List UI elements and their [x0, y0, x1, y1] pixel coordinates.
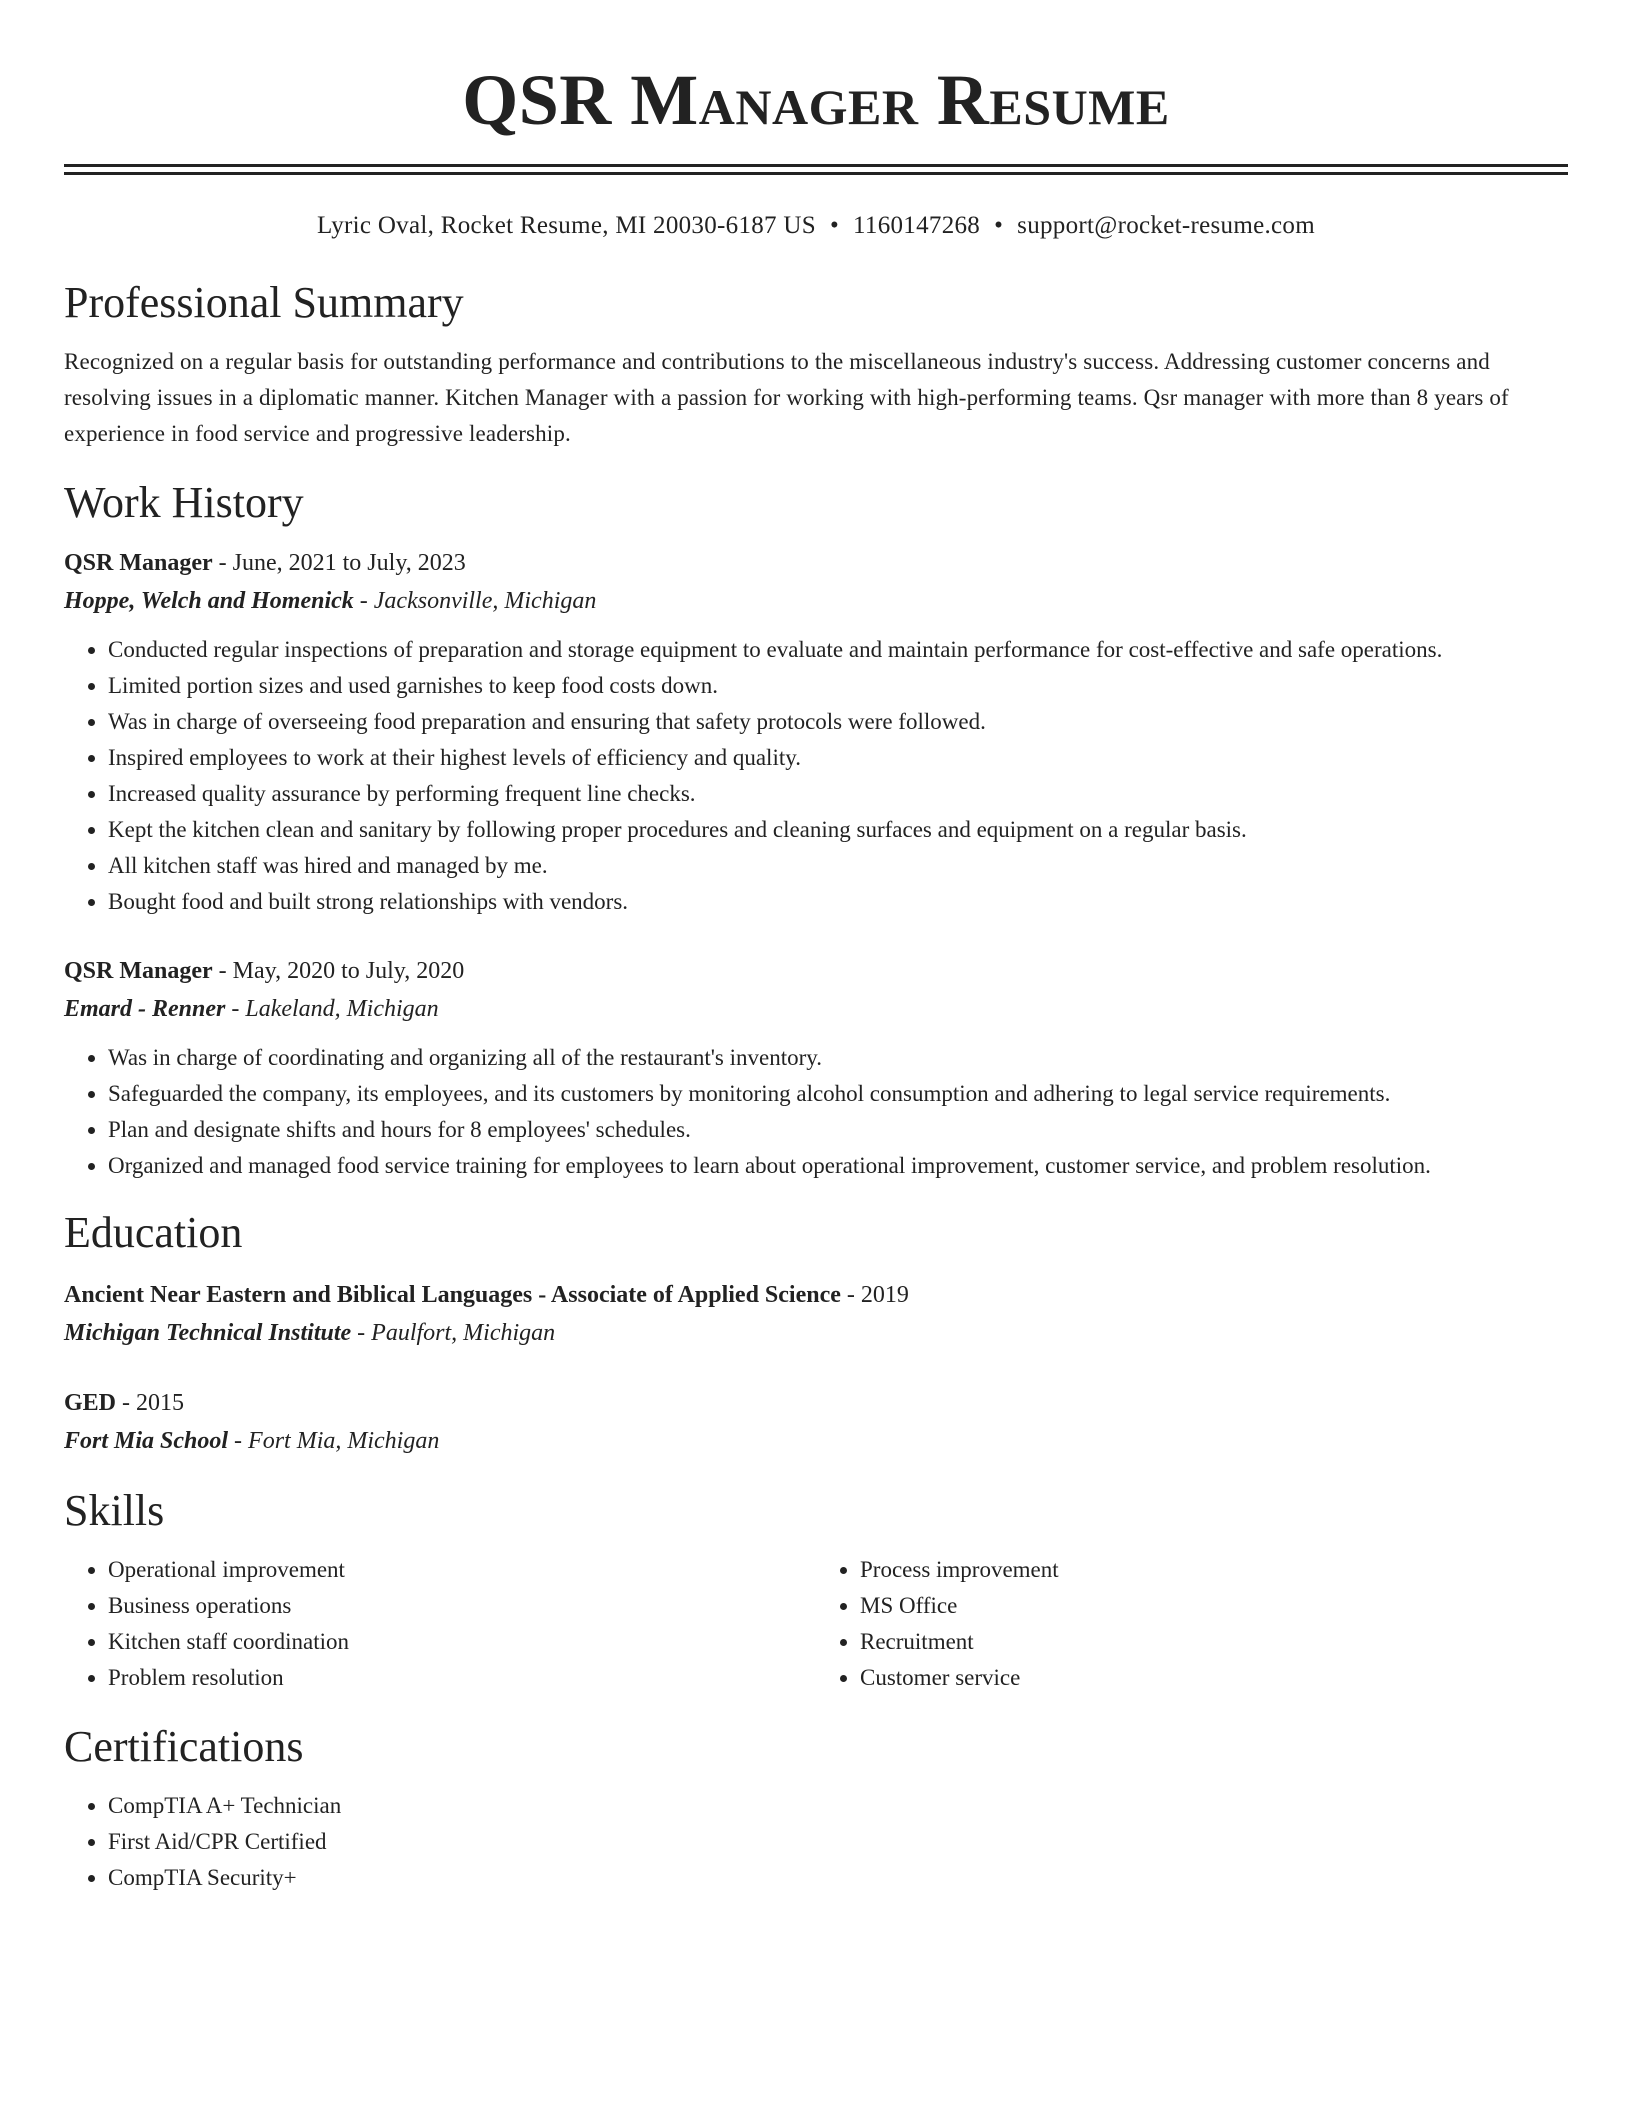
job-title-line	[64, 952, 1568, 990]
job-dates: - May, 2020 to July, 2020	[212, 958, 465, 984]
education-school: Michigan Technical Institute	[64, 1320, 352, 1346]
job-company: Emard - Renner	[64, 996, 226, 1022]
skill-item: • Operational improvement	[108, 1552, 816, 1588]
education-school-line	[64, 1422, 1568, 1460]
job-title: QSR Manager	[64, 550, 213, 576]
job-company: Hoppe, Welch and Homenick	[64, 588, 354, 614]
job-company-line	[64, 582, 1568, 620]
job-bullet: • Kept the kitchen clean and sanitary by following proper procedures and cleaning surfaces and equipment on a regular basis.	[108, 812, 1568, 848]
job-bullet: • Plan and designate shifts and hours for 8 employees' schedules.	[108, 1112, 1568, 1148]
job-location: - Lakeland, Michigan	[225, 996, 439, 1022]
skill-item: • Kitchen staff coordination	[108, 1624, 816, 1660]
job-bullet: • Organized and managed food service training for employees to learn about operational improvement, customer service, and problem resolution.	[108, 1148, 1568, 1184]
job-bullets	[64, 632, 1568, 920]
education-degree: Ancient Near Eastern and Biblical Languages - Associate of Applied Science	[64, 1282, 841, 1308]
contact-address: Lyric Oval, Rocket Resume, MI 20030-6187 US	[317, 212, 816, 239]
job-entry	[64, 952, 1568, 1184]
skill-item: • Problem resolution	[108, 1660, 816, 1696]
skill-item: • MS Office	[860, 1588, 1568, 1624]
job-bullet: • Conducted regular inspections of preparation and storage equipment to evaluate and maintain performance for cost-effective and safe operations.	[108, 632, 1568, 668]
job-title-line	[64, 544, 1568, 582]
skill-item: • Process improvement	[860, 1552, 1568, 1588]
job-bullet: • Was in charge of overseeing food preparation and ensuring that safety protocols were followed.	[108, 704, 1568, 740]
resume-title: QSR Manager Resume	[462, 60, 1170, 140]
job-bullet: • All kitchen staff was hired and managed by me.	[108, 848, 1568, 884]
education-degree-line	[64, 1384, 1568, 1422]
skill-item: • Business operations	[108, 1588, 816, 1624]
education-entry	[64, 1384, 1568, 1460]
certification-item: • First Aid/CPR Certified	[108, 1824, 1568, 1860]
resume-page	[64, 0, 1568, 1896]
education-degree: GED	[64, 1390, 117, 1416]
title-rule-bottom	[64, 172, 1568, 175]
education-heading: Education	[64, 1208, 243, 1257]
skill-item: • Customer service	[860, 1660, 1568, 1696]
skills-list	[64, 1552, 1568, 1696]
contact-phone: 1160147268	[853, 212, 981, 239]
job-location: - Jacksonville, Michigan	[353, 588, 597, 614]
education-location: - Fort Mia, Michigan	[228, 1428, 440, 1454]
job-bullet: • Limited portion sizes and used garnishes to keep food costs down.	[108, 668, 1568, 704]
job-bullet: • Bought food and built strong relationships with vendors.	[108, 884, 1568, 920]
summary-heading: Professional Summary	[64, 278, 464, 327]
contact-separator: •	[994, 212, 1004, 239]
job-bullets	[64, 1040, 1568, 1184]
contact-separator: •	[829, 212, 840, 239]
title-rule-top	[64, 164, 1568, 167]
education-school-line	[64, 1314, 1568, 1352]
summary-text: Recognized on a regular basis for outstanding performance and contributions to the miscellaneous industry's success. Addressing customer concerns and resolving issues in a diplomatic manner. Kitchen Manager with a passion for working with high-performing teams. Qsr manager with more than 8 years of experience in food service and progressive leadership.	[64, 349, 1509, 446]
job-entry	[64, 544, 1568, 920]
education-entry	[64, 1276, 1568, 1352]
job-title: QSR Manager	[64, 958, 213, 984]
certification-item: • CompTIA A+ Technician	[108, 1788, 1568, 1824]
skill-item: • Recruitment	[860, 1624, 1568, 1660]
skills-column-left	[64, 1552, 816, 1696]
contact-line	[64, 209, 1568, 243]
education-year: - 2015	[116, 1390, 185, 1416]
skills-heading: Skills	[64, 1486, 165, 1535]
job-bullet: • Increased quality assurance by performing frequent line checks.	[108, 776, 1568, 812]
education-school: Fort Mia School	[64, 1428, 229, 1454]
certification-item: • CompTIA Security+	[108, 1860, 1568, 1896]
job-bullet: • Inspired employees to work at their highest levels of efficiency and quality.	[108, 740, 1568, 776]
job-bullet: • Safeguarded the company, its employees, and its customers by monitoring alcohol consumption and adhering to legal service requirements.	[108, 1076, 1568, 1112]
work-history-heading: Work History	[64, 478, 304, 527]
education-year: - 2019	[840, 1282, 909, 1308]
certifications-list	[64, 1788, 1568, 1896]
education-location: - Paulfort, Michigan	[351, 1320, 556, 1346]
education-degree-line	[64, 1276, 1568, 1314]
skills-column-right	[816, 1552, 1568, 1696]
job-dates: - June, 2021 to July, 2023	[212, 550, 466, 576]
certifications-heading: Certifications	[64, 1722, 304, 1771]
contact-email: support@rocket-resume.com	[1017, 212, 1315, 239]
job-company-line	[64, 990, 1568, 1028]
job-bullet: • Was in charge of coordinating and organizing all of the restaurant's inventory.	[108, 1040, 1568, 1076]
